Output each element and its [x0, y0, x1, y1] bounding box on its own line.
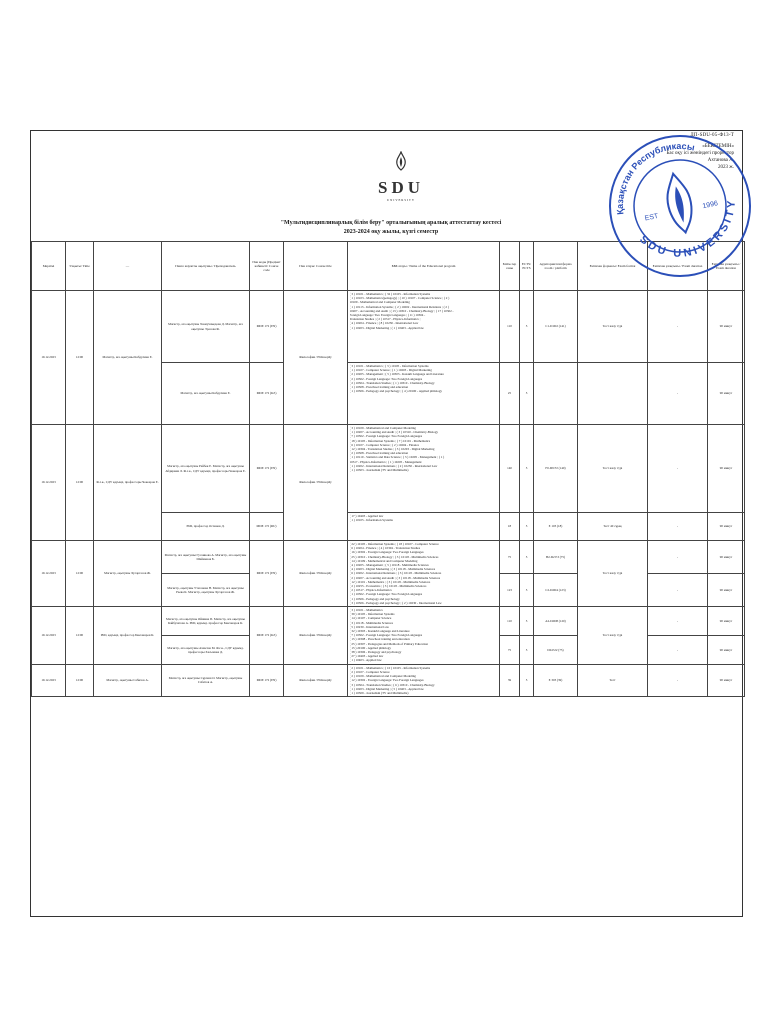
- col-program: БББ атауы / Name of the Educational program: [348, 242, 500, 291]
- student-count: 140: [500, 425, 520, 513]
- col-duration-a: Емтихан ұзақтығы / Exam duration: [648, 242, 708, 291]
- program-list: [348, 363, 500, 425]
- program-line: ( 1 ) 10113 - Information Systems ; ( 2 ) 10202 - International Relations ; ( 2 ): [349, 304, 449, 309]
- program-line: ( 2 ) 10107 - Computer Science: [349, 669, 390, 674]
- program-line: ( 4 ) 10204 - Finance ; ( 8 ) 10230 - International Law: [349, 321, 419, 326]
- duration-dash: -: [648, 574, 708, 607]
- svg-text:SDU UNIVERSITY: SDU UNIVERSITY: [637, 197, 739, 260]
- table-body: [32, 291, 745, 697]
- program-line: ( 14 ) 10109 - Mathematical and Computer Modeling: [349, 558, 418, 563]
- instructor: Магистр, аға оқытушы Кабдулина Е.: [162, 363, 250, 425]
- program-line: ( 6 ) 10202 - International Relations ; ( 3 ) 10118 - Multimedia Sciences: [349, 571, 442, 576]
- program-line: ( 2 ) 10317 - Physics-Informatics: [349, 588, 392, 593]
- student-count: 75: [500, 635, 520, 664]
- student-count: 39: [500, 664, 520, 696]
- table-row: [32, 425, 745, 513]
- program-line: ( 6 ) 10107 - Computer Science ; ( 2 ) 10204 - Finance: [349, 442, 419, 447]
- program-line: ( 2 ) 10207 - Accounting and Audit ; ( 3 ) 10118 - Multimedia Sciences: [349, 575, 441, 580]
- document-title: [191, 219, 591, 237]
- exam-date: 19.12.2023: [32, 541, 66, 607]
- room: D0-E22 (75): [534, 635, 578, 664]
- table-row: [32, 664, 745, 696]
- program-line: ( 1 ) 10308 - Preschool training and education: [349, 385, 409, 390]
- table-row: [32, 607, 745, 636]
- exam-date: 19.12.2023: [32, 291, 66, 425]
- ects: 5: [520, 291, 534, 363]
- col-date: Мерзімі: [32, 242, 66, 291]
- student-count: 110: [500, 607, 520, 636]
- program-line: ( 1 ) 10309 - Journalism (TV and Multimedia): [349, 690, 409, 695]
- responsible-person: PhD, қауымд. профессор Баксанаров К.: [94, 607, 162, 665]
- course-title: Философия / Philosophy: [284, 541, 348, 607]
- responsible-person: Магистр, оқытушы Хусаргасов Ж.: [94, 541, 162, 607]
- program-list: [348, 425, 500, 513]
- col-instructor: Пәнге жауапты оқытушы / Преподаватель: [162, 242, 250, 291]
- program-line: ( 15 ) 20100 - Applied philology: [349, 645, 391, 650]
- program-line: ( 2 ) 10302 - Foreign Language: Two Foreign Languages: [349, 376, 423, 381]
- ects: 5: [520, 513, 534, 541]
- course-title: Философия / Philosophy: [284, 291, 348, 425]
- responsible-person: Ф.ғ.к., СДУ қауымд. профессоры Чокоаров Е.: [94, 425, 162, 541]
- student-count: 25: [500, 363, 520, 425]
- room: E 103 (18): [534, 513, 578, 541]
- program-line: ( 2 ) 10304 - Translation Studies ; ( 1 ) 10310 - Chemistry-Biology: [349, 380, 435, 385]
- program-list: [348, 607, 500, 665]
- ects: 5: [520, 635, 534, 664]
- program-line: ( 16 ) 10302 - Foreign Language: Two Foreign Languages: [349, 550, 424, 555]
- course-code: MDE 172 (EN): [250, 664, 284, 696]
- ects: 5: [520, 664, 534, 696]
- instructor: PhD, профессор Оспанов Д.: [162, 513, 250, 541]
- program-line: ( 12 ) 10302 - Foreign Language: Two Foreign Languages: [349, 678, 424, 683]
- col-course: Пән атауы/ Course title: [284, 242, 348, 291]
- program-line: ( 4 ) 10205 - Management ; ( 5 ) 10118 - Multimedia Sciences: [349, 563, 429, 568]
- exam-duration: 90 минут: [708, 425, 745, 513]
- instructor: Магистр, аға оқытушы Сұрпаш О. Магистр, оқытушы Сабитов А.: [162, 664, 250, 696]
- room: B2-D2 E3 (75): [534, 541, 578, 574]
- title-line-1: "Мультидисциплинарлық білім беру" орталығының аралық аттестаттау кестесі: [280, 220, 502, 226]
- room: E 303 (39): [534, 664, 578, 696]
- duration-dash: -: [648, 635, 708, 664]
- room: C1-D1D2 (141): [534, 291, 578, 363]
- course-code: MDE 172 (EN): [250, 541, 284, 607]
- program-line: ( 3 ) 10101 - Mathematics ; ( 32 ) 10105 - Information Systems: [349, 292, 431, 296]
- duration-dash: -: [648, 291, 708, 363]
- program-line: ( 1 ) 10302 - Foreign Language: Two Foreign Languages: [349, 592, 423, 597]
- university-seal: [605, 131, 755, 281]
- exam-format: Тест жазу түрі: [578, 541, 648, 607]
- exam-time: 12:00: [66, 664, 94, 696]
- duration-dash: -: [648, 664, 708, 696]
- program-line: ( 1 ) 10110 - Statistics and Data Science ; ( 3 ) 10205 - Management ; ( 1 ): [349, 455, 445, 460]
- approval-name: Ахтанова А.: [707, 158, 734, 163]
- program-line: ( 27 ) 10403 - Applied law: [349, 654, 384, 659]
- exam-duration: 90 минут: [708, 513, 745, 541]
- seal-est: EST: [644, 212, 660, 223]
- course-code: MDE 172 (KZ): [250, 363, 284, 425]
- program-line: ( 1 ) 10306 - Pedagogy and psychology ; ( 4 ) 20100 - Applied philology: [349, 389, 443, 394]
- instructor: Магистр, оқытушы Утегенова Н. Магистр, аға оқытушы Раева К. Магистр, оқытушы Хусаргасов Ж.: [162, 574, 250, 607]
- program-line: ( 12 ) 10304 - Translation Studies ; ( 3 ) 10203 - Digital Marketing: [349, 447, 435, 452]
- col-duration-b: Емтихан ұзақтығы / Exam duration: [708, 242, 745, 291]
- exam-duration: 90 минут: [708, 635, 745, 664]
- program-line: ( 1 ) 10202 - International Relations ; ( 2 ) 10230 - International Law: [349, 463, 438, 468]
- program-line: ( 25 ) 10310 - Chemistry-Biology ; ( 3 ) 10118 - Multimedia Sciences: [349, 554, 439, 559]
- program-line: ( 39 ) 10105 - Information Systems: [349, 612, 395, 617]
- program-line: 10109 - Mathematical and Computer Modeling: [349, 300, 410, 305]
- exam-format: [578, 363, 648, 425]
- exam-duration: 90 минут: [708, 363, 745, 425]
- flame-emblem-icon: [391, 151, 411, 171]
- program-line: ( 4 ) 10203 - Digital Marketing ; ( 3 ) 10118 - Multimedia Sciences: [349, 567, 436, 572]
- schedule-sheet: [30, 130, 743, 917]
- table-row: [32, 541, 745, 574]
- instructor: Магистр, аға оқытушы Токмухамедова Д. Магистр, аға оқытушы Эрасова Ф.: [162, 291, 250, 363]
- program-line: ( 32 ) 10303 - Kazakh Language and Literature: [349, 629, 410, 634]
- program-line: ( 14 ) 10107 - Computer Science: [349, 616, 392, 621]
- exam-time: 12:00: [66, 541, 94, 607]
- program-list: [348, 664, 500, 696]
- exam-format: Тест жазу түрі: [578, 425, 648, 513]
- program-line: ( 2 ) 10109 - Mathematical and Computer Modeling: [349, 674, 416, 679]
- course-code: MDE 172 (KZ): [250, 607, 284, 665]
- university-logo: [371, 151, 431, 202]
- program-line: ( 1 ) 10103 - Mathematics(pedagogy) ; ( 10 ) 10107 - Computer Science ; ( 2 ): [349, 296, 450, 301]
- program-list: [348, 291, 500, 363]
- program-line: ( 2 ) 10255 - Economics ; ( 3 ) 10118 - Multimedia Sciences: [349, 584, 427, 589]
- exam-date: 19.12.2023: [32, 425, 66, 541]
- exam-format: Тест жазу түрі: [578, 607, 648, 665]
- program-line: ( 12 ) 10101 - Mathematics ; ( 3 ) 10118 - Multimedia Sciences: [349, 579, 431, 584]
- col-count: Білім-тер саны: [500, 242, 520, 291]
- ects: 5: [520, 541, 534, 574]
- program-line: ( 38 ) 10306 - Pedagogy and psychology: [349, 650, 402, 655]
- student-count: 123: [500, 574, 520, 607]
- program-line: ( 1 ) 10403 - Applied law: [349, 658, 382, 663]
- logo-subtitle: UNIVERSITY: [387, 198, 415, 202]
- col-code: Пән коды (Предмет кабинеті/ Course code: [250, 242, 284, 291]
- room: C2-D2D4 (123): [534, 574, 578, 607]
- program-line: ( 1 ) 10203 - Digital Marketing ; ( 1 ) 10403 - Applied law: [349, 325, 424, 330]
- ects: 5: [520, 607, 534, 636]
- instructor: Магистр, аға оқытушы Ахметов М. Ф.ғ.к., СДУ қауымд. профессоры Хасымова Д.: [162, 635, 250, 664]
- program-line: ( 7 ) 10302 - Foreign Language: Two Foreign Languages: [349, 633, 423, 638]
- program-line: ( 3 ) 10306 - Pedagogy and psychology ; ( 2 ) 10230 - International Law: [349, 600, 442, 605]
- room: F0-D9 F2 (140): [534, 425, 578, 513]
- seal-year: 1996: [701, 200, 719, 211]
- exam-time: 12:00: [66, 607, 94, 665]
- document-reference: ДП-SDU-05-Ф13-Т: [690, 133, 734, 138]
- exam-format: Тест 40 сұрақ: [578, 513, 648, 541]
- program-list: [348, 513, 500, 541]
- instructor: Магистр, аға оқытушы Ойшина П. Магистр, аға оқытушы Кайбулатова А. PhD, қауымд. профессор Баксанаров К.: [162, 607, 250, 636]
- approval-position: Бас оқу ісі жөніндегі проректор: [666, 151, 734, 156]
- ects: 5: [520, 363, 534, 425]
- table-row: [32, 291, 745, 363]
- responsible-person: Магистр, аға оқытушы Кабдулина Е.: [94, 291, 162, 425]
- instructor: Магистр, аға оқытушы Райбек Е. Магистр, аға оқытушы Абдираим Л. Ф.ғ.к., СДУ қауымд. профессоры Чокоаров Е.: [162, 425, 250, 513]
- program-line: Translation Studies ; ( 2 ) 10317 - Physics-Informatics ;: [349, 317, 421, 322]
- exam-duration: 90 минут: [708, 607, 745, 636]
- exam-schedule-table: [31, 241, 745, 697]
- ects: 5: [520, 574, 534, 607]
- exam-date: 19.12.2023: [32, 607, 66, 665]
- program-line: ( 3 ) 10101 - Mathematics ; ( 3 ) 10105 - Information Systems: [349, 364, 429, 368]
- program-line: ( 1 ) 10107 - Computer Science ; ( 1 ) 10203 - Digital Marketing: [349, 368, 432, 373]
- program-line: Foreign Language: Two Foreign Languages ; ( 11 ) 10304 -: [349, 313, 426, 318]
- program-line: 10207 - Accounting and Audit ; ( 13 ) 10310 - Chemistry-Biology ; ( 17 ) 10302 -: [349, 308, 454, 313]
- course-title: Философия / Philosophy: [284, 664, 348, 696]
- exam-format: Тест жазу түрі: [578, 291, 648, 363]
- col-ects: ECTS/ ECTS: [520, 242, 534, 291]
- student-count: 18: [500, 513, 520, 541]
- program-line: ( 7 ) 10302 - Foreign Language: Two Foreign Languages: [349, 434, 423, 439]
- course-title: Философия / Philosophy: [284, 425, 348, 541]
- student-count: 110: [500, 291, 520, 363]
- responsible-person: Магистр, оқытушы Сабитов А.: [94, 664, 162, 696]
- exam-duration: 90 минут: [708, 541, 745, 574]
- col-room: Аудитория/платформа /room / platform: [534, 242, 578, 291]
- exam-format: Тест: [578, 664, 648, 696]
- program-line: ( 3 ) 10304 - Translation Studies ; ( 6 ) 10310 - Chemistry-Biology: [349, 682, 435, 687]
- program-line: ( 3 ) 10109 - Mathematical and Computer Modeling: [349, 426, 416, 430]
- exam-time: 12:00: [66, 291, 94, 425]
- program-line: ( 22 ) 10105 - Information Systems ; ( 18 ) 10107 - Computer Science: [349, 542, 439, 546]
- program-line: ( 1 ) 10203 - Digital Marketing ; ( 5 ) 10403 - Applied law: [349, 686, 424, 691]
- student-count: 75: [500, 541, 520, 574]
- program-line: ( 2 ) 10101 - Mathematics ; ( 10 ) 10105 - Information Systems: [349, 665, 431, 670]
- program-line: ( 1 ) 10303 - Journalism (TV and Multimedia): [349, 468, 409, 473]
- col-format: Емтихан формасы/ Exam format: [578, 242, 648, 291]
- title-line-2: 2023-2024 оқу жылы, күзгі семестр: [343, 229, 439, 235]
- program-line: ( 15 ) 10308 - Preschool training and education: [349, 637, 410, 642]
- program-line: ( 1 ) 10105 - Information Systems: [349, 518, 393, 523]
- program-line: ( 1 ) 10306 - Pedagogy and psychology: [349, 596, 400, 601]
- room: [534, 363, 578, 425]
- logo-wordmark: SDU: [377, 178, 424, 197]
- room: A2-D2D8 (120): [534, 607, 578, 636]
- svg-text:Қазақстан Республикасы: Қазақстан Республикасы: [614, 140, 696, 216]
- course-code: MDE 172 (EN): [250, 425, 284, 513]
- program-line: ( 6 ) 10204 - Finance ; ( 4 ) 10304 - Translation Studies: [349, 546, 421, 551]
- program-line: 10317 - Physics-Informatics ; ( 1 ) 10205 - Management: [349, 459, 422, 464]
- duration-dash: -: [648, 363, 708, 425]
- program-line: ( 17 ) 10403 - Applied law: [349, 514, 384, 518]
- program-list: [348, 541, 500, 607]
- approval-date: 2023 ж.: [718, 165, 734, 170]
- program-line: ( 25 ) 10307 - Pedagogies and Methods of Primary Education: [349, 641, 428, 646]
- program-line: ( 3 ) 10118 - Multimedia Sciences: [349, 620, 393, 625]
- ects: 5: [520, 425, 534, 513]
- duration-dash: -: [648, 425, 708, 513]
- course-title: Философия / Philosophy: [284, 607, 348, 665]
- program-line: ( 18 ) 10105 - Information Systems ; ( 7 ) 10101 - Mathematics: [349, 438, 431, 443]
- col-head: —: [94, 242, 162, 291]
- exam-time: 12:00: [66, 425, 94, 541]
- instructor: Магистр, аға оқытушы Гусаинова А. Магистр, аға оқытушы Шайменов Б.: [162, 541, 250, 574]
- exam-duration: 90 минут: [708, 664, 745, 696]
- program-line: ( 2 ) 10308 - Preschool training and education: [349, 451, 409, 456]
- exam-duration: 90 минут: [708, 574, 745, 607]
- duration-dash: -: [648, 513, 708, 541]
- program-line: ( 2 ) 10205 - Management ; ( 5 ) 10303 - Kazakh Language and Literature: [349, 372, 444, 377]
- course-code: MDE 172 (EN): [250, 291, 284, 363]
- duration-dash: -: [648, 541, 708, 574]
- program-line: ( 5 ) 10230 - International Law: [349, 624, 389, 629]
- exam-duration: 90 минут: [708, 291, 745, 363]
- program-line: ( 3 ) 10101 - Mathematics: [349, 608, 383, 613]
- duration-dash: -: [648, 607, 708, 636]
- exam-date: 19.12.2023: [32, 664, 66, 696]
- program-line: ( 1 ) 10207 - Accounting and Audit ; ( 3 ) 10310 - Chemistry-Biology: [349, 430, 439, 435]
- course-code: MDE 172 (RU): [250, 513, 284, 541]
- approval-heading: «БЕКІТЕМІН»: [702, 144, 734, 149]
- col-time: Уақыты/ Time: [66, 242, 94, 291]
